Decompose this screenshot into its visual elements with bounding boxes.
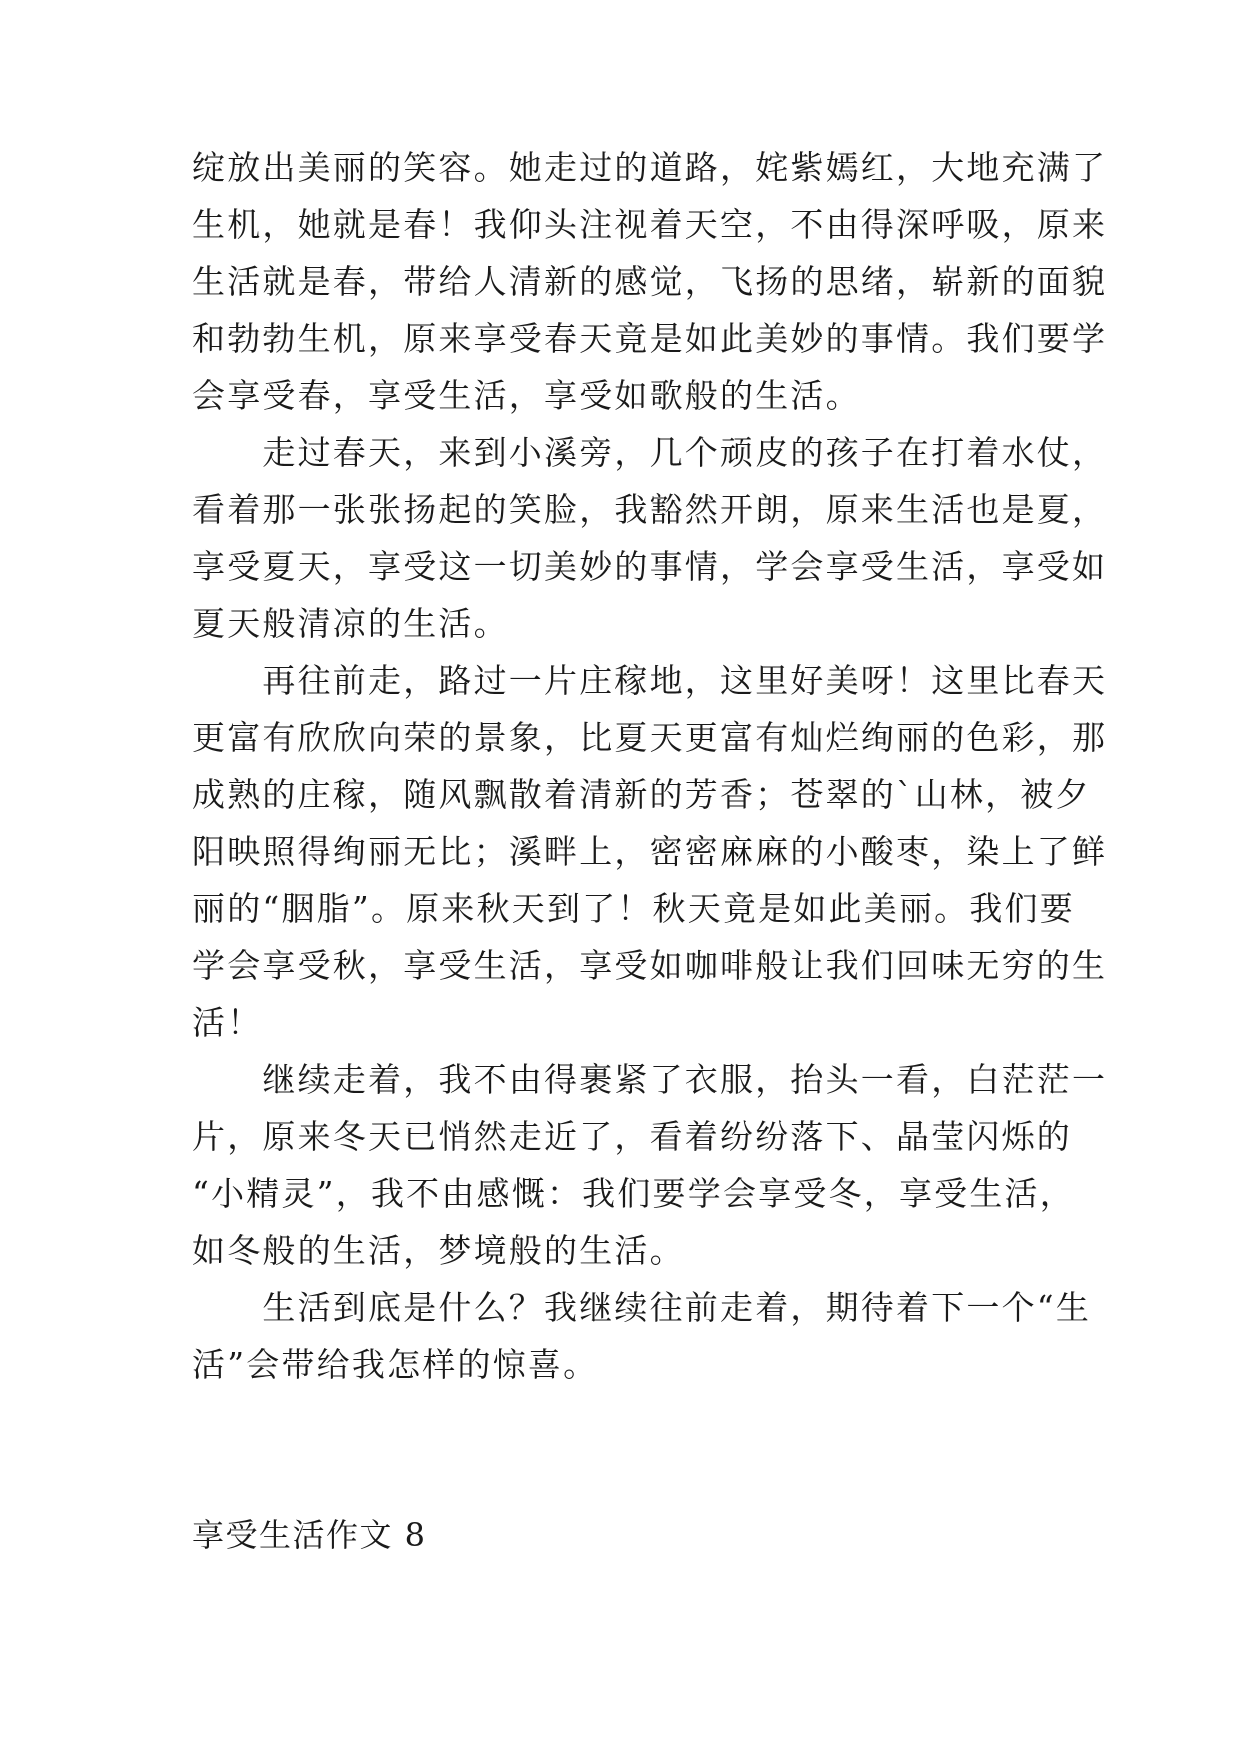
- text-line: 片，原来冬天已悄然走近了，看着纷纷落下、晶莹闪烁的: [192, 1117, 1072, 1156]
- text-line: 更富有欣欣向荣的景象，比夏天更富有灿烂绚丽的色彩，那: [192, 718, 1108, 757]
- text-line: 和勃勃生机，原来享受春天竟是如此美妙的事情。我们要学: [192, 319, 1108, 358]
- text-line: 如冬般的生活，梦境般的生活。: [192, 1231, 685, 1270]
- text-line: 继续走着，我不由得裹紧了衣服，抬头一看，白茫茫一: [192, 1060, 1108, 1099]
- text-line: 活”会带给我怎样的惊喜。: [192, 1345, 599, 1384]
- text-line: 生机，她就是春！我仰头注视着天空，不由得深呼吸，原来: [192, 205, 1108, 244]
- section-heading: 享受生活作文 8: [192, 1516, 427, 1554]
- text-line: 生活就是春，带给人清新的感觉，飞扬的思绪，崭新的面貌: [192, 262, 1108, 301]
- text-line: 丽的“胭脂”。原来秋天到了！秋天竟是如此美丽。我们要: [192, 889, 1075, 928]
- text-line: “小精灵”，我不由感慨：我们要学会享受冬，享受生活，: [192, 1174, 1075, 1213]
- text-line: 学会享受秋，享受生活，享受如咖啡般让我们回味无穷的生: [192, 946, 1108, 985]
- text-line: 阳映照得绚丽无比；溪畔上，密密麻麻的小酸枣，染上了鲜: [192, 832, 1108, 871]
- text-line: 生活到底是什么？我继续往前走着，期待着下一个“生: [192, 1288, 1092, 1327]
- text-line: 成熟的庄稼，随风飘散着清新的芳香；苍翠的`山林，被夕: [192, 775, 1091, 814]
- text-line: 走过春天，来到小溪旁，几个顽皮的孩子在打着水仗，: [192, 433, 1108, 472]
- text-line: 活！: [192, 1003, 263, 1042]
- text-line: 享受夏天，享受这一切美妙的事情，学会享受生活，享受如: [192, 547, 1108, 586]
- text-line: 看着那一张张扬起的笑脸，我豁然开朗，原来生活也是夏，: [192, 490, 1108, 529]
- text-line: 再往前走，路过一片庄稼地，这里好美呀！这里比春天: [192, 661, 1108, 700]
- text-line: 夏天般清凉的生活。: [192, 604, 509, 643]
- text-line: 会享受春，享受生活，享受如歌般的生活。: [192, 376, 861, 415]
- text-line: 绽放出美丽的笑容。她走过的道路，姹紫嫣红，大地充满了: [192, 148, 1108, 187]
